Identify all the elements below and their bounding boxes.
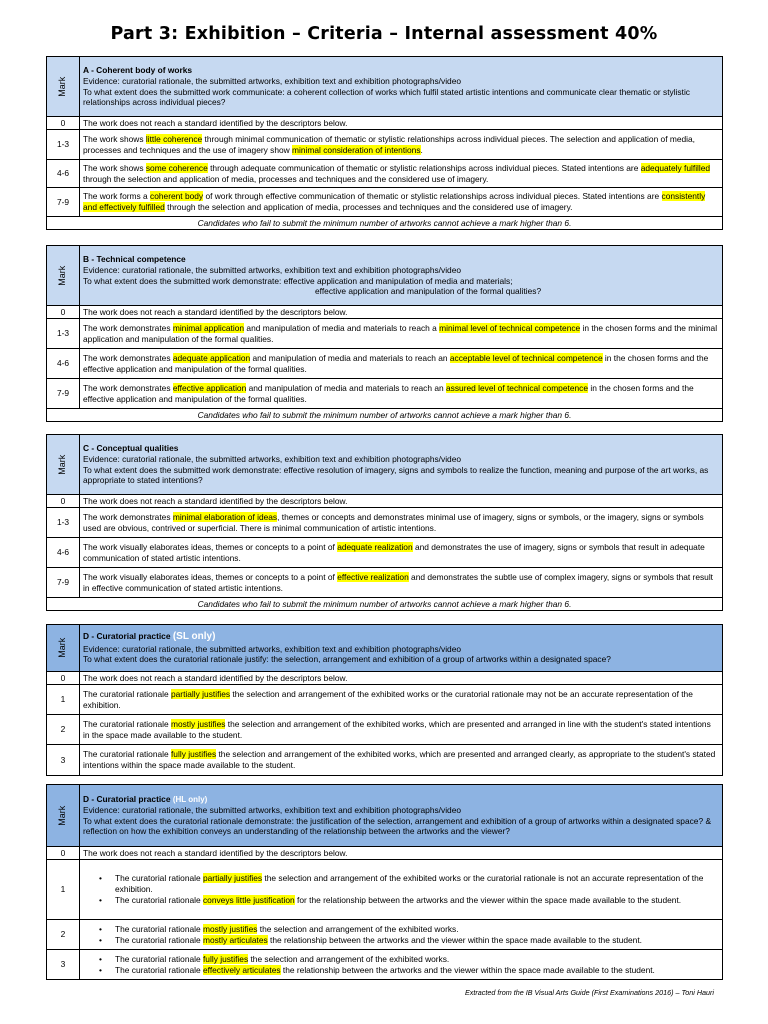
minimum-artworks-note: Candidates who fail to submit the minimum number of artworks cannot achieve a mark higher than 6. xyxy=(47,217,723,230)
criterion-evidence: Evidence: curatorial rationale, the submitted artworks, exhibition text and exhibition photographs/video xyxy=(83,643,462,654)
bullet-item: • The curatorial rationale mostly articulates the relationship between the artworks and the viewer within the space made available to the student. xyxy=(103,935,719,946)
mark-cell: 4-6 xyxy=(47,349,80,379)
mark-cell: 0 xyxy=(47,306,80,319)
highlight: mostly justifies xyxy=(202,923,258,934)
mark-cell: 7-9 xyxy=(47,379,80,409)
criterion-title: D - Curatorial practice xyxy=(83,793,171,804)
mark-cell: 1 xyxy=(47,685,80,715)
criterion-evidence: Evidence: curatorial rationale, the submitted artworks, exhibition text and exhibition photographs/video xyxy=(83,264,462,275)
minimum-artworks-note: Candidates who fail to submit the minimum number of artworks cannot achieve a mark higher than 6. xyxy=(47,598,723,611)
mark-cell: 0 xyxy=(47,117,80,130)
bullet-item: • The curatorial rationale fully justifies the selection and arrangement of the exhibited works. xyxy=(103,954,719,965)
highlight: little coherence xyxy=(145,133,203,144)
mark-column-header xyxy=(47,625,80,672)
descriptor xyxy=(80,920,723,950)
mark-label: Mark xyxy=(57,637,68,658)
criterion-b-table xyxy=(46,245,723,422)
mark-column-header xyxy=(47,246,80,306)
descriptor: The work forms a coherent body of work through effective communication of thematic or stylistic relationships across individual pieces. Stated intentions are consistently and effectively fulfilled through the selection and application of media, processes and techniques and the considered use of imagery. xyxy=(80,188,723,217)
criterion-question: To what extent does the curatorial rationale justify: the selection, arrangement and exhibition of a group of artworks within a designated space? xyxy=(83,654,611,665)
highlight: assured level of technical competence xyxy=(446,382,588,393)
mark-cell: 7-9 xyxy=(47,568,80,598)
descriptor: The work does not reach a standard identified by the descriptors below. xyxy=(80,306,723,319)
highlight: effective application xyxy=(172,382,247,393)
criterion-question: To what extent does the curatorial rationale demonstrate: the justification of the selection, arrangement and exhibition of a group of artworks within a designated space? & reflection on how the exhibition conveys an understanding of the relationship between the artworks and the viewer? xyxy=(83,815,712,837)
criterion-c-table xyxy=(46,434,723,611)
descriptor: The work demonstrates effective application and manipulation of media and materials to reach an assured level of technical competence in the chosen forms and the effective application and manipulation of the formal qualities. xyxy=(80,379,723,409)
highlight: partially justifies xyxy=(170,688,231,699)
bullet-list xyxy=(83,954,719,976)
criterion-title: C - Conceptual qualities xyxy=(83,443,179,453)
descriptor: The work shows some coherence through adequate communication of thematic or stylistic relationships across individual pieces. Stated intentions are adequately fulfilled through the selection and application of media, processes and techniques and the considered use of imagery. xyxy=(80,160,723,188)
mark-label: Mark xyxy=(57,805,68,826)
mark-label: Mark xyxy=(57,76,68,97)
descriptor: The work demonstrates minimal application and manipulation of media and materials to reach a minimal level of technical competence in the chosen forms and the minimal application and manipulation of the formal qualities. xyxy=(80,319,723,349)
highlight: coherent body xyxy=(150,191,204,202)
minimum-artworks-note: Candidates who fail to submit the minimum number of artworks cannot achieve a mark higher than 6. xyxy=(47,409,723,422)
bullet-list xyxy=(83,873,719,905)
descriptor xyxy=(80,950,723,980)
highlight: acceptable level of technical competence xyxy=(449,352,603,363)
criterion-a-table xyxy=(46,56,723,230)
criterion-title: B - Technical competence xyxy=(83,254,186,264)
descriptor: The curatorial rationale fully justifies the selection and arrangement of the exhibited works, which are presented and arranged clearly, as appropriate to the student's stated intentions within the space made available to the student. xyxy=(80,745,723,776)
highlight: fully justifies xyxy=(170,749,217,760)
mark-cell: 0 xyxy=(47,495,80,508)
criterion-question-line2: effective application and manipulation of the formal qualities? xyxy=(315,286,542,297)
highlight: adequate application xyxy=(172,352,251,363)
mark-column-header xyxy=(47,785,80,847)
mark-cell: 1 xyxy=(47,860,80,920)
bullet-list xyxy=(83,924,719,946)
hl-only-badge: (HL only) xyxy=(172,794,208,804)
mark-label: Mark xyxy=(57,265,68,286)
criterion-d-sl-table xyxy=(46,624,723,776)
descriptor xyxy=(80,860,723,920)
highlight: effective realization xyxy=(337,571,409,582)
criterion-title: A - Coherent body of works xyxy=(83,65,193,75)
page-title: Part 3: Exhibition – Criteria – Internal assessment 40% xyxy=(110,24,658,44)
descriptor: The curatorial rationale mostly justifies the selection and arrangement of the exhibited works, which are presented and arranged in line with the student's stated intentions in the space made available to the student. xyxy=(80,715,723,745)
highlight: adequately fulfilled xyxy=(640,162,711,173)
bullet-item: • The curatorial rationale conveys little justification for the relationship between the artworks and the viewer within the space made available to the student. xyxy=(103,895,719,906)
mark-cell: 1-3 xyxy=(47,319,80,349)
descriptor: The work does not reach a standard identified by the descriptors below. xyxy=(80,117,723,130)
bullet-item: • The curatorial rationale mostly justifies the selection and arrangement of the exhibited works. xyxy=(103,924,719,935)
highlight: adequate realization xyxy=(337,541,413,552)
descriptor: The curatorial rationale partially justifies the selection and arrangement of the exhibited works or the curatorial rationale may not be an accurate representation of the exhibition. xyxy=(80,685,723,715)
highlight: minimal elaboration of ideas xyxy=(172,511,278,522)
criterion-evidence: Evidence: curatorial rationale, the submitted artworks, exhibition text and exhibition photographs/video xyxy=(83,75,462,86)
descriptor: The work does not reach a standard identified by the descriptors below. xyxy=(80,672,723,685)
criterion-header xyxy=(80,57,723,117)
mark-cell: 4-6 xyxy=(47,160,80,188)
criterion-header xyxy=(80,435,723,495)
criterion-evidence: Evidence: curatorial rationale, the submitted artworks, exhibition text and exhibition photographs/video xyxy=(83,804,462,815)
mark-cell: 7-9 xyxy=(47,188,80,217)
highlight: consistently and effectively fulfilled xyxy=(83,191,706,212)
mark-label: Mark xyxy=(57,454,68,475)
mark-cell: 2 xyxy=(47,715,80,745)
highlight: conveys little justification xyxy=(202,894,295,905)
highlight: partially justifies xyxy=(202,873,263,884)
highlight: fully justifies xyxy=(202,953,249,964)
mark-cell: 1-3 xyxy=(47,130,80,160)
descriptor: The work visually elaborates ideas, themes or concepts to a point of adequate realization and demonstrates the use of imagery, signs or symbols that result in adequate communication of stated artistic intentions. xyxy=(80,538,723,568)
mark-cell: 3 xyxy=(47,745,80,776)
descriptor: The work visually elaborates ideas, themes or concepts to a point of effective realization and demonstrates the subtle use of complex imagery, signs or symbols that result in effective communication of stated artistic intentions. xyxy=(80,568,723,598)
highlight: minimal application xyxy=(172,322,245,333)
descriptor: The work demonstrates adequate application and manipulation of media and materials to reach an acceptable level of technical competence in the chosen forms and the effective application and manipulation of the formal qualities. xyxy=(80,349,723,379)
criterion-question: To what extent does the submitted work demonstrate: effective resolution of imagery, signs and symbols to realize the function, meaning and purpose of the art works, as appropriate to stated intentions? xyxy=(83,464,709,486)
criterion-evidence: Evidence: curatorial rationale, the submitted artworks, exhibition text and exhibition photographs/video xyxy=(83,453,462,464)
criterion-question: To what extent does the submitted work demonstrate: effective application and manipulation of media and materials; xyxy=(83,275,513,286)
descriptor: The work does not reach a standard identified by the descriptors below. xyxy=(80,495,723,508)
descriptor: The work shows little coherence through minimal communication of thematic or stylistic relationships across individual pieces. The selection and application of media, processes and techniques and the use of imagery show minimal consideration of intentions. xyxy=(80,130,723,160)
highlight: mostly articulates xyxy=(202,934,268,945)
sl-only-badge: (SL only) xyxy=(172,630,216,642)
highlight: effectively articulates xyxy=(202,964,281,975)
highlight: minimal level of technical competence xyxy=(439,322,581,333)
bullet-item: • The curatorial rationale effectively articulates the relationship between the artworks and the viewer within the space made available to the student. xyxy=(103,965,719,976)
mark-cell: 4-6 xyxy=(47,538,80,568)
criterion-header xyxy=(80,785,723,847)
highlight: mostly justifies xyxy=(170,718,226,729)
mark-column-header xyxy=(47,435,80,495)
criterion-header xyxy=(80,625,723,672)
mark-cell: 3 xyxy=(47,950,80,980)
criterion-d-hl-table xyxy=(46,784,723,980)
criterion-question: To what extent does the submitted work communicate: a coherent collection of works which fulfil stated artistic intentions and communicate clear thematic or stylistic relationships across individual pieces? xyxy=(83,86,690,108)
mark-cell: 2 xyxy=(47,920,80,950)
highlight: some coherence xyxy=(145,162,208,173)
mark-column-header xyxy=(47,57,80,117)
mark-cell: 0 xyxy=(47,672,80,685)
bullet-item: • The curatorial rationale partially justifies the selection and arrangement of the exhibited works or the curatorial rationale is not an accurate representation of the exhibition. xyxy=(103,873,719,895)
highlight: minimal consideration of intentions xyxy=(292,144,421,155)
mark-cell: 0 xyxy=(47,847,80,860)
descriptor: The work does not reach a standard identified by the descriptors below. xyxy=(80,847,723,860)
descriptor: The work demonstrates minimal elaboration of ideas, themes or concepts and demonstrates minimal use of imagery, signs or symbols, or the imagery, signs or symbols used are obvious, contrived or superficial. There is minimal communication of artistic intentions. xyxy=(80,508,723,538)
criterion-header xyxy=(80,246,723,306)
mark-cell: 1-3 xyxy=(47,508,80,538)
source-footer: Extracted from the IB Visual Arts Guide (First Examinations 2016) – Toni Hauri xyxy=(464,988,714,997)
criterion-title: D - Curatorial practice xyxy=(83,630,171,641)
